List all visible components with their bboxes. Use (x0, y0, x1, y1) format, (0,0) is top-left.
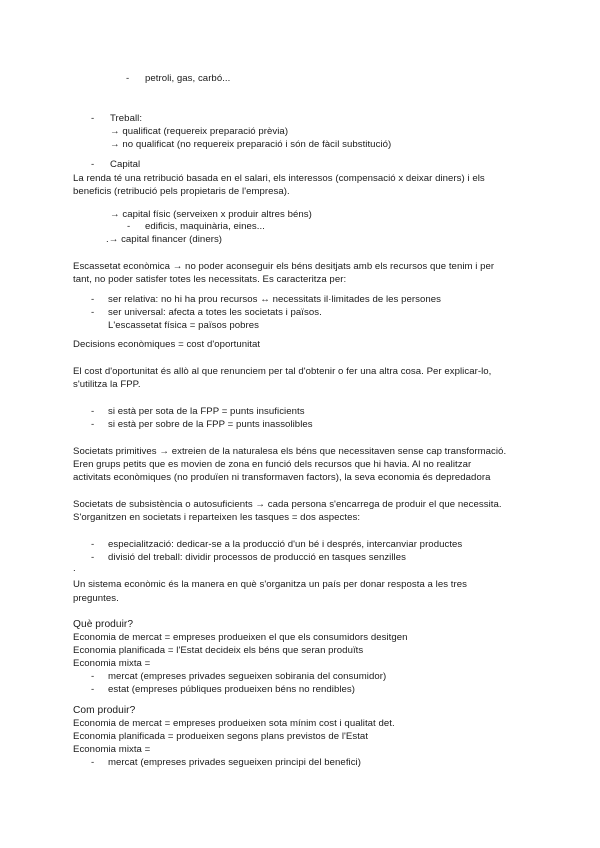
bullet-dash: - (91, 552, 95, 563)
bullet-dash: - (91, 757, 95, 768)
com-produir-mixta: Economia mixta = (73, 744, 151, 755)
com-produir-mercat: Economia de mercat = empreses produeixen sota mínim cost i qualitat det. (73, 718, 395, 729)
bullet-dash: - (127, 221, 131, 232)
primitives-line2: Eren grups petits que es movien de zona en funció dels recursos que hi havia. Al no realitzar (73, 459, 472, 470)
treball-sub1: → qualificat (requereix preparació prèvia) (110, 126, 289, 137)
bullet-dash: - (91, 671, 95, 682)
subsistencia-bullet2: divisió del treball: dividir processos de producció en tasques senzilles (108, 552, 406, 563)
decisions-heading: Decisions econòmiques = cost d'oportunitat (73, 339, 261, 350)
capital-fisic: → capital físic (serveixen x produir altres béns) (110, 209, 312, 220)
escassetat-line2: tant, no poder satisfer totes les necessitats. Es caracteritza per: (73, 274, 347, 285)
com-produir-bullet1: mercat (empreses privades segueixen principi del benefici) (108, 757, 361, 768)
escassetat-bullet2-extra: L'escassetat física = països pobres (108, 320, 260, 331)
que-produir-mixta: Economia mixta = (73, 658, 151, 669)
subsistencia-line2: S'organitzen en societats i reparteixen les tasques = dos aspectes: (73, 512, 361, 523)
bullet-dash: - (91, 294, 95, 305)
capital-fisic-sub: edificis, maquinària, eines... (145, 221, 265, 232)
treball-sub2: → no qualificat (no requereix preparació i són de fàcil substitució) (110, 139, 392, 150)
que-produir-planificada: Economia planificada = l'Estat decideix els béns que seran produïts (73, 645, 364, 656)
treball-label: Treball: (110, 113, 143, 124)
sistema-line1: Un sistema econòmic és la manera en què s'organitza un país per donar resposta a les tres (73, 579, 467, 590)
que-produir-bullet2: estat (empreses públiques produeixen béns no rendibles) (108, 684, 356, 695)
com-produir-heading: Com produir? (73, 705, 136, 716)
com-produir-planificada: Economia planificada = produeixen segons plans previstos de l'Estat (73, 731, 369, 742)
bullet-dash: - (91, 684, 95, 695)
que-produir-bullet1: mercat (empreses privades segueixen sobirania del consumidor) (108, 671, 387, 682)
bullet-dash: - (91, 406, 95, 417)
decisions-line2: s'utilitza la FPP. (73, 379, 141, 390)
que-produir-mercat: Economia de mercat = empreses produeixen el que els consumidors desitgen (73, 632, 408, 643)
que-produir-heading: Què produir? (73, 619, 134, 630)
primitives-line1: Societats primitives → extreien de la naturalesa els béns que necessitaven sense cap transformació. (73, 446, 507, 457)
capital-financer: .→ capital financer (diners) (106, 234, 223, 245)
bullet-dash: - (91, 307, 95, 318)
decisions-line1: El cost d'oportunitat és allò al que renunciem per tal d'obtenir o fer una altra cosa. Per explicar-lo, (73, 366, 492, 377)
bullet-dash: - (91, 539, 95, 550)
stray-dot: . (73, 563, 76, 574)
decisions-bullet2: si està per sobre de la FPP = punts inassolibles (108, 419, 313, 430)
bullet-dash: - (91, 419, 95, 430)
bullet-dash: - (126, 73, 130, 84)
bullet-dash: - (91, 113, 95, 124)
renda-line1: La renda té una retribució basada en el salari, els interessos (compensació x deixar diners) i els (73, 173, 485, 184)
renda-line2: beneficis (retribució pels propietaris de l'empresa). (73, 186, 290, 197)
decisions-bullet1: si està per sota de la FPP = punts insuficients (108, 406, 305, 417)
bullet-dash: - (91, 159, 95, 170)
capital-label: Capital (110, 159, 141, 170)
escassetat-bullet1: ser relativa: no hi ha prou recursos ↔ necessitats il·limitades de les persones (108, 294, 441, 305)
escassetat-line1: Escassetat econòmica → no poder aconseguir els béns desitjats amb els recursos que tenim i per (73, 261, 495, 272)
escassetat-bullet2: ser universal: afecta a totes les societats i països. (108, 307, 322, 318)
sistema-line2: preguntes. (73, 593, 119, 604)
subsistencia-bullet1: especialització: dedicar-se a la producció d'un bé i després, intercanviar productes (108, 539, 463, 550)
primitives-line3: activitats econòmiques (no produïen ni transformaven factors), la seva economia és depredadora (73, 472, 491, 483)
intro-bullet: petroli, gas, carbó... (145, 73, 231, 84)
subsistencia-line1: Societats de subsistència o autosuficients → cada persona s'encarrega de produir el que necessita. (73, 499, 502, 510)
